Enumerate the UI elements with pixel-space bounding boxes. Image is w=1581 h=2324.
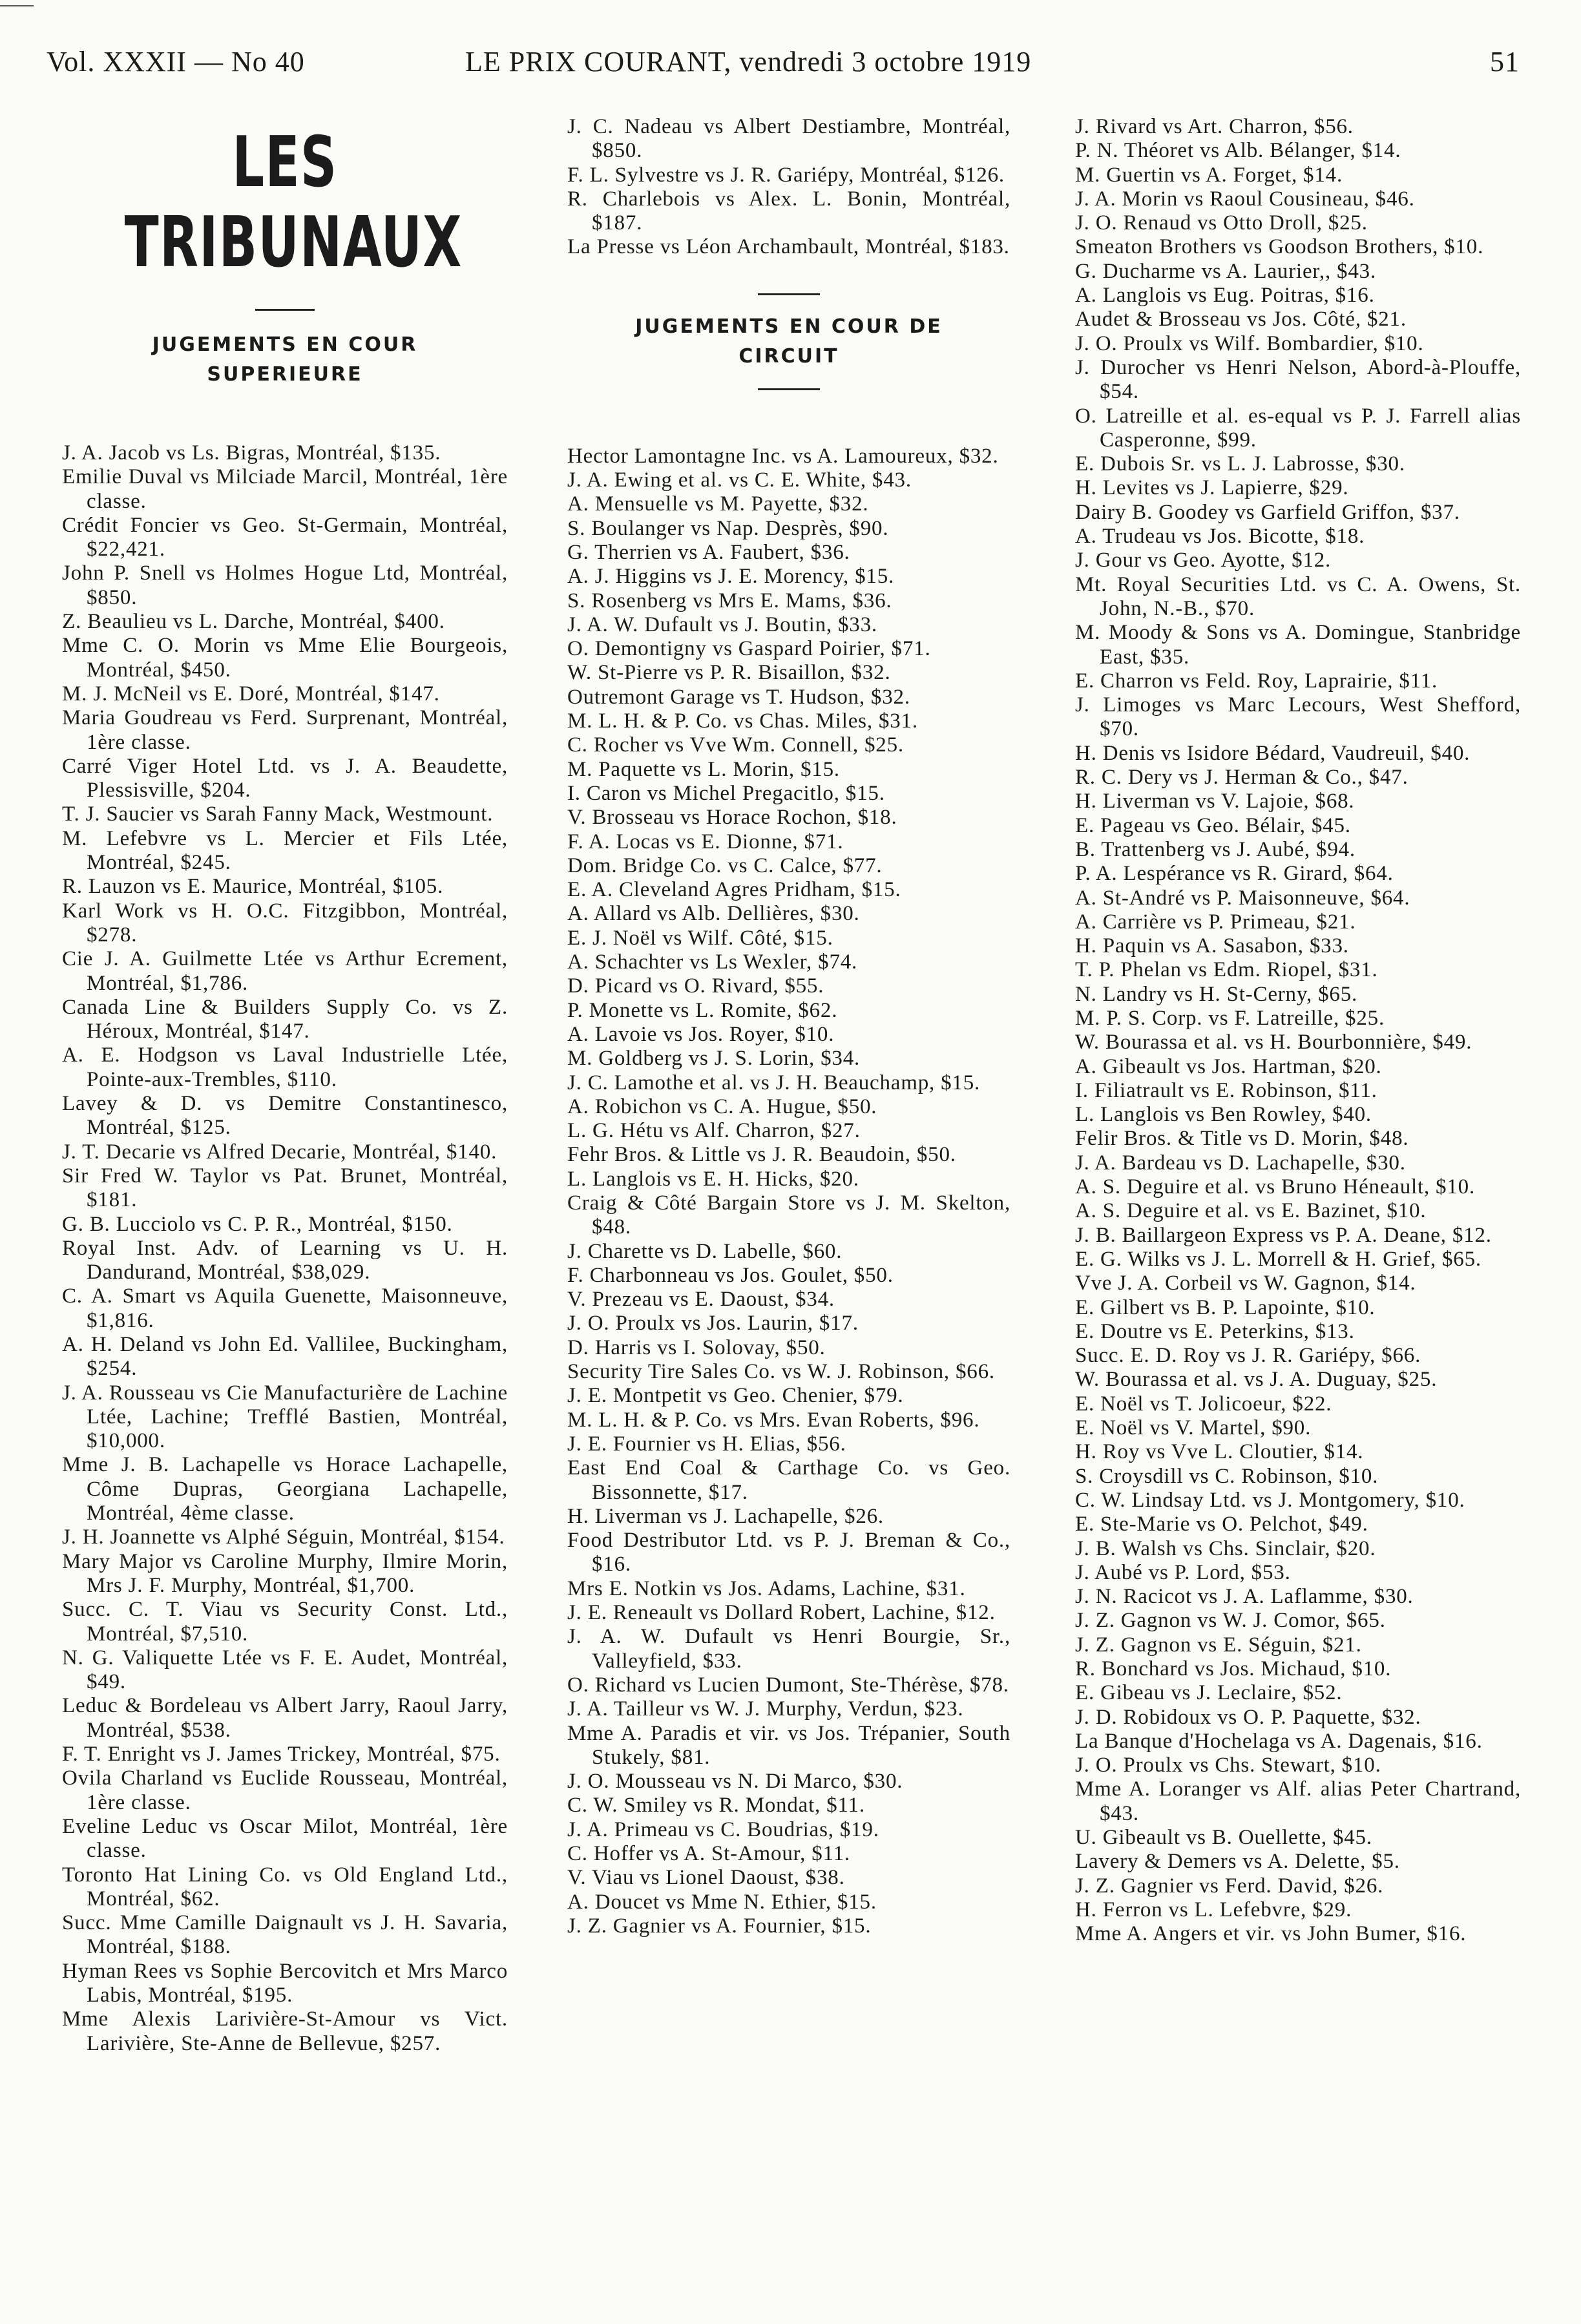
judgment-entry: J. Charette vs D. Labelle, $60. bbox=[567, 1239, 843, 1263]
separator bbox=[758, 388, 820, 390]
judgment-entry: M. L. H. & P. Co. vs Mrs. Evan Roberts, $96. bbox=[567, 1408, 980, 1432]
judgment-entry: E. Ste-Marie vs O. Pelchot, $49. bbox=[1075, 1513, 1368, 1536]
judgment-entry: J. Z. Gagnon vs W. J. Comor, $65. bbox=[1075, 1609, 1386, 1633]
judgment-entry: J. T. Decarie vs Alfred Decarie, Montréal, $140. bbox=[62, 1140, 497, 1164]
judgment-entry: J. Gour vs Geo. Ayotte, $12. bbox=[1075, 549, 1332, 572]
judgment-entry: L. Langlois vs E. H. Hicks, $20. bbox=[567, 1167, 859, 1191]
judgment-entry: E. Dubois Sr. vs L. J. Labrosse, $30. bbox=[1075, 452, 1405, 476]
judgment-entry: M. J. McNeil vs E. Doré, Montréal, $147. bbox=[62, 682, 440, 706]
judgment-entry: O. Richard vs Lucien Dumont, Ste-Thérèse, $78. bbox=[567, 1673, 1009, 1697]
judgment-list-circuit-continued bbox=[1075, 115, 1521, 1947]
judgment-entry: D. Harris vs I. Solovay, $50. bbox=[567, 1335, 826, 1359]
judgment-entry: S. Rosenberg vs Mrs E. Mams, $36. bbox=[567, 589, 892, 612]
judgment-entry: J. Rivard vs Art. Charron, $56. bbox=[1075, 115, 1354, 138]
judgment-entry: J. A. W. Dufault vs Henri Bourgie, Sr., Valleyfield, $33. bbox=[567, 1625, 1010, 1673]
judgment-entry: G. Therrien vs A. Faubert, $36. bbox=[567, 540, 850, 564]
judgment-entry: Maria Goudreau vs Ferd. Surprenant, Montréal, 1ère classe. bbox=[62, 706, 508, 754]
judgment-entry: Crédit Foncier vs Geo. St-Germain, Montréal, $22,421. bbox=[62, 513, 508, 561]
judgment-entry: J. Z. Gagnier vs Ferd. David, $26. bbox=[1075, 1874, 1384, 1898]
separator bbox=[255, 309, 315, 311]
judgment-entry: J. Limoges vs Marc Lecours, West Shefford, $70. bbox=[1075, 693, 1521, 741]
judgment-entry: S. Boulanger vs Nap. Desprès, $90. bbox=[567, 516, 889, 540]
judgment-entry: J. A. Bardeau vs D. Lachapelle, $30. bbox=[1075, 1151, 1406, 1175]
judgment-entry: Lavey & D. vs Demitre Constantinesco, Montréal, $125. bbox=[62, 1092, 508, 1140]
judgment-entry: Hyman Rees vs Sophie Bercovitch et Mrs Marco Labis, Montréal, $195. bbox=[62, 1959, 508, 2007]
judgment-entry: Lavery & Demers vs A. Delette, $5. bbox=[1075, 1850, 1400, 1874]
judgment-entry: J. O. Proulx vs Chs. Stewart, $10. bbox=[1075, 1753, 1381, 1777]
judgment-entry: Mme C. O. Morin vs Mme Elie Bourgeois, Montréal, $450. bbox=[62, 634, 508, 682]
judgment-entry: J. E. Reneault vs Dollard Robert, Lachine, $12. bbox=[567, 1601, 996, 1625]
judgment-entry: Mt. Royal Securities Ltd. vs C. A. Owens, St. John, N.-B., $70. bbox=[1075, 572, 1521, 620]
judgment-entry: B. Trattenberg vs J. Aubé, $94. bbox=[1075, 837, 1356, 861]
judgment-entry: J. C. Lamothe et al. vs J. H. Beauchamp, $15. bbox=[567, 1071, 981, 1094]
judgment-entry: R. Charlebois vs Alex. L. Bonin, Montréal, $187. bbox=[567, 187, 1010, 235]
judgment-entry: L. Langlois vs Ben Rowley, $40. bbox=[1075, 1103, 1372, 1127]
judgment-entry: W. Bourassa et al. vs J. A. Duguay, $25. bbox=[1075, 1368, 1438, 1392]
judgment-entry: H. Levites vs J. Lapierre, $29. bbox=[1075, 476, 1349, 500]
judgment-entry: Audet & Brosseau vs Jos. Côté, $21. bbox=[1075, 308, 1407, 331]
judgment-entry: S. Croysdill vs C. Robinson, $10. bbox=[1075, 1464, 1379, 1488]
judgment-entry: Cie J. A. Guilmette Ltée vs Arthur Ecrement, Montréal, $1,786. bbox=[62, 947, 508, 995]
judgment-entry: M. L. H. & P. Co. vs Chas. Miles, $31. bbox=[567, 709, 918, 733]
judgment-entry: A. Doucet vs Mme N. Ethier, $15. bbox=[567, 1890, 877, 1914]
judgment-entry: E. Gilbert vs B. P. Lapointe, $10. bbox=[1075, 1295, 1376, 1319]
judgment-entry: E. J. Noël vs Wilf. Côté, $15. bbox=[567, 926, 833, 950]
judgment-entry: E. Noël vs T. Jolicoeur, $22. bbox=[1075, 1392, 1332, 1416]
judgment-entry: A. J. Higgins vs J. E. Morency, $15. bbox=[567, 565, 895, 589]
judgment-entry: Vve J. A. Corbeil vs W. Gagnon, $14. bbox=[1075, 1272, 1416, 1295]
judgment-entry: East End Coal & Carthage Co. vs Geo. Bissonnette, $17. bbox=[567, 1456, 1010, 1504]
judgment-entry: M. Guertin vs A. Forget, $14. bbox=[1075, 163, 1343, 187]
judgment-entry: Eveline Leduc vs Oscar Milot, Montréal, 1ère classe. bbox=[62, 1814, 508, 1863]
judgment-entry: Security Tire Sales Co. vs W. J. Robinson, $66. bbox=[567, 1360, 995, 1384]
judgment-entry: A. Langlois vs Eug. Poitras, $16. bbox=[1075, 284, 1375, 308]
judgment-entry: Mme J. B. Lachapelle vs Horace Lachapelle, Côme Dupras, Georgiana Lachapelle, Montréal, 4ème classe. bbox=[62, 1453, 508, 1525]
judgment-entry: Sir Fred W. Taylor vs Pat. Brunet, Montréal, $181. bbox=[62, 1164, 508, 1212]
judgment-entry: J. E. Montpetit vs Geo. Chenier, $79. bbox=[567, 1384, 904, 1408]
judgment-entry: A. Robichon vs C. A. Hugue, $50. bbox=[567, 1094, 877, 1118]
separator bbox=[758, 293, 820, 295]
judgment-entry: H. Paquin vs A. Sasabon, $33. bbox=[1075, 934, 1349, 958]
judgment-entry: Mme Alexis Larivière-St-Amour vs Vict. Larivière, Ste-Anne de Bellevue, $257. bbox=[62, 2007, 508, 2055]
column-3 bbox=[1075, 115, 1521, 1947]
judgment-entry: Toronto Hat Lining Co. vs Old England Ltd., Montréal, $62. bbox=[62, 1863, 508, 1910]
judgment-entry: F. L. Sylvestre vs J. R. Gariépy, Montréal, $126. bbox=[567, 163, 1005, 187]
judgment-entry: J. H. Joannette vs Alphé Séguin, Montréal, $154. bbox=[62, 1525, 505, 1549]
judgment-entry: G. Ducharme vs A. Laurier,, $43. bbox=[1075, 259, 1376, 283]
judgment-entry: H. Liverman vs J. Lachapelle, $26. bbox=[567, 1504, 884, 1528]
judgment-entry: O. Latreille et al. es-equal vs P. J. Farrell alias Casperonne, $99. bbox=[1075, 404, 1521, 452]
judgment-entry: A. H. Deland vs John Ed. Vallilee, Buckingham, $254. bbox=[62, 1332, 508, 1381]
judgment-entry: E. Noël vs V. Martel, $90. bbox=[1075, 1416, 1312, 1440]
column-2 bbox=[567, 115, 1010, 1938]
judgment-entry: F. T. Enright vs J. James Trickey, Montréal, $75. bbox=[62, 1743, 501, 1766]
judgment-entry: A. E. Hodgson vs Laval Industrielle Ltée, Pointe-aux-Trembles, $110. bbox=[62, 1043, 508, 1091]
judgment-entry: T. P. Phelan vs Edm. Riopel, $31. bbox=[1075, 958, 1378, 982]
judgment-entry: R. Lauzon vs E. Maurice, Montréal, $105. bbox=[62, 875, 444, 899]
judgment-entry: Succ. C. T. Viau vs Security Const. Ltd., Montréal, $7,510. bbox=[62, 1598, 508, 1646]
judgment-entry: John P. Snell vs Holmes Hogue Ltd, Montréal, $850. bbox=[62, 561, 508, 609]
judgment-entry: R. C. Dery vs J. Herman & Co., $47. bbox=[1075, 766, 1408, 790]
judgment-entry: Karl Work vs H. O.C. Fitzgibbon, Montréal, $278. bbox=[62, 899, 508, 947]
judgment-entry: J. D. Robidoux vs O. P. Paquette, $32. bbox=[1075, 1705, 1421, 1729]
judgment-entry: J. Aubé vs P. Lord, $53. bbox=[1075, 1560, 1291, 1584]
judgment-entry: A. S. Deguire et al. vs E. Bazinet, $10. bbox=[1075, 1199, 1427, 1223]
judgment-entry: J. A. Morin vs Raoul Cousineau, $46. bbox=[1075, 187, 1415, 211]
section-title: LES TRIBUNAUX bbox=[124, 122, 463, 283]
judgment-entry: M. Paquette vs L. Morin, $15. bbox=[567, 757, 840, 781]
judgment-entry: A. Mensuelle vs M. Payette, $32. bbox=[567, 492, 869, 516]
judgment-entry: W. St-Pierre vs P. R. Bisaillon, $32. bbox=[567, 661, 891, 685]
judgment-entry: V. Viau vs Lionel Daoust, $38. bbox=[567, 1866, 845, 1890]
judgment-entry: J. B. Baillargeon Express vs P. A. Deane, $12. bbox=[1075, 1223, 1492, 1247]
judgment-entry: Mary Major vs Caroline Murphy, Ilmire Morin, Mrs J. F. Murphy, Montréal, $1,700. bbox=[62, 1549, 508, 1597]
judgment-entry: J. Durocher vs Henri Nelson, Abord-à-Plouffe, $54. bbox=[1075, 355, 1521, 404]
judgment-entry: Mme A. Paradis et vir. vs Jos. Trépanier, South Stukely, $81. bbox=[567, 1721, 1010, 1769]
judgment-entry: J. Z. Gagnon vs E. Séguin, $21. bbox=[1075, 1633, 1362, 1657]
judgment-entry: J. N. Racicot vs J. A. Laflamme, $30. bbox=[1075, 1585, 1414, 1609]
judgment-entry: Mme A. Loranger vs Alf. alias Peter Chartrand, $43. bbox=[1075, 1777, 1521, 1825]
judgment-entry: J. A. Rousseau vs Cie Manufacturière de Lachine Ltée, Lachine; Trefflé Bastien, Montréal, $10,000. bbox=[62, 1381, 508, 1453]
judgment-entry: Fehr Bros. & Little vs J. R. Beaudoin, $50. bbox=[567, 1143, 956, 1167]
judgment-entry: Ovila Charland vs Euclide Rousseau, Montréal, 1ère classe. bbox=[62, 1766, 508, 1814]
judgment-entry: C. W. Lindsay Ltd. vs J. Montgomery, $10. bbox=[1075, 1488, 1465, 1512]
judgment-entry: J. O. Proulx vs Jos. Laurin, $17. bbox=[567, 1312, 859, 1335]
judgment-entry: E. Pageau vs Geo. Bélair, $45. bbox=[1075, 813, 1351, 837]
publication-title-date: LE PRIX COURANT, vendredi 3 octobre 1919 bbox=[465, 46, 1032, 78]
judgment-entry: E. Doutre vs E. Peterkins, $13. bbox=[1075, 1319, 1355, 1343]
judgment-entry: I. Filiatrault vs E. Robinson, $11. bbox=[1075, 1078, 1377, 1102]
judgment-entry: Craig & Côté Bargain Store vs J. M. Skelton, $48. bbox=[567, 1191, 1010, 1239]
judgment-entry: Emilie Duval vs Milciade Marcil, Montréal, 1ère classe. bbox=[62, 465, 508, 513]
judgment-entry: E. Charron vs Feld. Roy, Laprairie, $11. bbox=[1075, 669, 1438, 693]
judgment-entry: I. Caron vs Michel Pregacitlo, $15. bbox=[567, 781, 885, 805]
judgment-entry: Hector Lamontagne Inc. vs A. Lamoureux, $32. bbox=[567, 444, 999, 468]
judgment-entry: A. Schachter vs Ls Wexler, $74. bbox=[567, 950, 858, 974]
judgment-entry: M. Goldberg vs J. S. Lorin, $34. bbox=[567, 1047, 861, 1071]
judgment-entry: N. G. Valiquette Ltée vs F. E. Audet, Montréal, $49. bbox=[62, 1646, 508, 1694]
judgment-entry: T. J. Saucier vs Sarah Fanny Mack, Westmount. bbox=[62, 802, 494, 826]
judgment-entry: J. O. Proulx vs Wilf. Bombardier, $10. bbox=[1075, 331, 1424, 355]
heading-cour-superieure: JUGEMENTS EN COUR SUPERIEURE bbox=[152, 333, 418, 386]
judgment-entry: La Banque d'Hochelaga vs A. Dagenais, $16. bbox=[1075, 1729, 1483, 1753]
judgment-entry: J. A. Jacob vs Ls. Bigras, Montréal, $135. bbox=[62, 441, 441, 465]
judgment-entry: P. N. Théoret vs Alb. Bélanger, $14. bbox=[1075, 139, 1401, 163]
judgment-entry: La Presse vs Léon Archambault, Montréal, $183. bbox=[567, 235, 1010, 259]
judgment-entry: J. A. Tailleur vs W. J. Murphy, Verdun, $23. bbox=[567, 1697, 964, 1721]
judgment-entry: P. A. Lespérance vs R. Girard, $64. bbox=[1075, 862, 1394, 886]
judgment-entry: Food Destributor Ltd. vs P. J. Breman & Co., $16. bbox=[567, 1529, 1010, 1576]
judgment-entry: J. A. Primeau vs C. Boudrias, $19. bbox=[567, 1817, 879, 1841]
judgment-entry: W. Bourassa et al. vs H. Bourbonnière, $49. bbox=[1075, 1031, 1472, 1054]
judgment-entry: E. A. Cleveland Agres Pridham, $15. bbox=[567, 878, 901, 902]
judgment-entry: C. Rocher vs Vve Wm. Connell, $25. bbox=[567, 733, 904, 757]
judgment-entry: F. A. Locas vs E. Dionne, $71. bbox=[567, 830, 844, 853]
judgment-entry: E. Gibeau vs J. Leclaire, $52. bbox=[1075, 1681, 1343, 1705]
judgment-entry: N. Landry vs H. St-Cerny, $65. bbox=[1075, 982, 1358, 1006]
judgment-entry: G. B. Lucciolo vs C. P. R., Montréal, $150. bbox=[62, 1212, 453, 1236]
judgment-entry: A. Lavoie vs Jos. Royer, $10. bbox=[567, 1022, 835, 1046]
judgment-entry: M. Lefebvre vs L. Mercier et Fils Ltée, Montréal, $245. bbox=[62, 826, 508, 875]
judgment-entry: J. A. Ewing et al. vs C. E. White, $43. bbox=[567, 468, 912, 492]
judgment-entry: Succ. E. D. Roy vs J. R. Gariépy, $66. bbox=[1075, 1344, 1421, 1368]
judgment-entry: R. Bonchard vs Jos. Michaud, $10. bbox=[1075, 1657, 1392, 1680]
judgment-entry: Carré Viger Hotel Ltd. vs J. A. Beaudette, Plessisville, $204. bbox=[62, 754, 508, 802]
judgment-entry: J. E. Fournier vs H. Elias, $56. bbox=[567, 1432, 846, 1456]
judgment-list-superieure bbox=[62, 441, 508, 2056]
judgment-entry: J. O. Renaud vs Otto Droll, $25. bbox=[1075, 211, 1368, 235]
judgment-entry: M. Moody & Sons vs A. Domingue, Stanbridge East, $35. bbox=[1075, 621, 1521, 669]
judgment-entry: Mrs E. Notkin vs Jos. Adams, Lachine, $31. bbox=[567, 1576, 966, 1600]
judgment-entry: J. C. Nadeau vs Albert Destiambre, Montréal, $850. bbox=[567, 115, 1010, 163]
judgment-entry: J. O. Mousseau vs N. Di Marco, $30. bbox=[567, 1770, 903, 1794]
judgment-entry: Royal Inst. Adv. of Learning vs U. H. Dandurand, Montréal, $38,029. bbox=[62, 1236, 508, 1284]
judgment-entry: A. Trudeau vs Jos. Bicotte, $18. bbox=[1075, 525, 1365, 549]
judgment-entry: H. Liverman vs V. Lajoie, $68. bbox=[1075, 790, 1355, 813]
judgment-entry: H. Denis vs Isidore Bédard, Vaudreuil, $40. bbox=[1075, 741, 1471, 765]
judgment-entry: Felir Bros. & Title vs D. Morin, $48. bbox=[1075, 1127, 1409, 1151]
page-number: 51 bbox=[1490, 46, 1520, 78]
judgment-entry: L. G. Hétu vs Alf. Charron, $27. bbox=[567, 1119, 861, 1143]
volume-number: Vol. XXXII — No 40 bbox=[47, 46, 305, 78]
judgment-entry: V. Brosseau vs Horace Rochon, $18. bbox=[567, 806, 897, 830]
heading-cour-circuit: JUGEMENTS EN COUR DE CIRCUIT bbox=[635, 315, 943, 368]
judgment-entry: J. Z. Gagnier vs A. Fournier, $15. bbox=[567, 1914, 872, 1938]
judgment-list-circuit bbox=[567, 445, 1010, 1938]
judgment-entry: Mme A. Angers et vir. vs John Bumer, $16. bbox=[1075, 1922, 1467, 1946]
judgment-entry: A. Gibeault vs Jos. Hartman, $20. bbox=[1075, 1054, 1382, 1078]
judgment-entry: Dairy B. Goodey vs Garfield Griffon, $37. bbox=[1075, 500, 1460, 524]
judgment-entry: Z. Beaulieu vs L. Darche, Montréal, $400. bbox=[62, 610, 445, 634]
judgment-entry: D. Picard vs O. Rivard, $55. bbox=[567, 974, 824, 998]
judgment-entry: Smeaton Brothers vs Goodson Brothers, $10. bbox=[1075, 235, 1484, 259]
corner-rule bbox=[0, 5, 34, 6]
judgment-entry: Canada Line & Builders Supply Co. vs Z. Héroux, Montréal, $147. bbox=[62, 995, 508, 1043]
judgment-entry: J. A. W. Dufault vs J. Boutin, $33. bbox=[567, 612, 877, 636]
judgment-entry: Outremont Garage vs T. Hudson, $32. bbox=[567, 685, 910, 709]
judgment-entry: M. P. S. Corp. vs F. Latreille, $25. bbox=[1075, 1006, 1385, 1030]
judgment-entry: O. Demontigny vs Gaspard Poirier, $71. bbox=[567, 637, 931, 661]
judgment-entry: J. B. Walsh vs Chs. Sinclair, $20. bbox=[1075, 1536, 1376, 1560]
judgment-entry: C. Hoffer vs A. St-Amour, $11. bbox=[567, 1842, 850, 1865]
judgment-entry: H. Roy vs Vve L. Cloutier, $14. bbox=[1075, 1440, 1364, 1464]
judgment-entry: C. W. Smiley vs R. Mondat, $11. bbox=[567, 1794, 865, 1817]
judgment-entry: A. St-André vs P. Maisonneuve, $64. bbox=[1075, 886, 1410, 910]
judgment-list-superieure-continued bbox=[567, 115, 1010, 260]
judgment-entry: A. S. Deguire et al. vs Bruno Héneault, $10. bbox=[1075, 1175, 1475, 1199]
column-1 bbox=[62, 115, 508, 2056]
judgment-entry: A. Allard vs Alb. Dellières, $30. bbox=[567, 902, 860, 926]
judgment-entry: C. A. Smart vs Aquila Guenette, Maisonneuve, $1,816. bbox=[62, 1284, 508, 1332]
judgment-entry: A. Carrière vs P. Primeau, $21. bbox=[1075, 910, 1356, 934]
judgment-entry: F. Charbonneau vs Jos. Goulet, $50. bbox=[567, 1263, 894, 1287]
judgment-entry: E. G. Wilks vs J. L. Morrell & H. Grief, $65. bbox=[1075, 1247, 1482, 1271]
judgment-entry: U. Gibeault vs B. Ouellette, $45. bbox=[1075, 1826, 1372, 1850]
judgment-entry: H. Ferron vs L. Lefebvre, $29. bbox=[1075, 1898, 1352, 1921]
judgment-entry: Leduc & Bordeleau vs Albert Jarry, Raoul Jarry, Montréal, $538. bbox=[62, 1694, 508, 1742]
judgment-entry: Succ. Mme Camille Daignault vs J. H. Savaria, Montréal, $188. bbox=[62, 1911, 508, 1959]
judgment-entry: V. Prezeau vs E. Daoust, $34. bbox=[567, 1288, 835, 1312]
page-header bbox=[47, 44, 1520, 85]
judgment-entry: Dom. Bridge Co. vs C. Calce, $77. bbox=[567, 853, 883, 877]
judgment-entry: P. Monette vs L. Romite, $62. bbox=[567, 998, 838, 1022]
